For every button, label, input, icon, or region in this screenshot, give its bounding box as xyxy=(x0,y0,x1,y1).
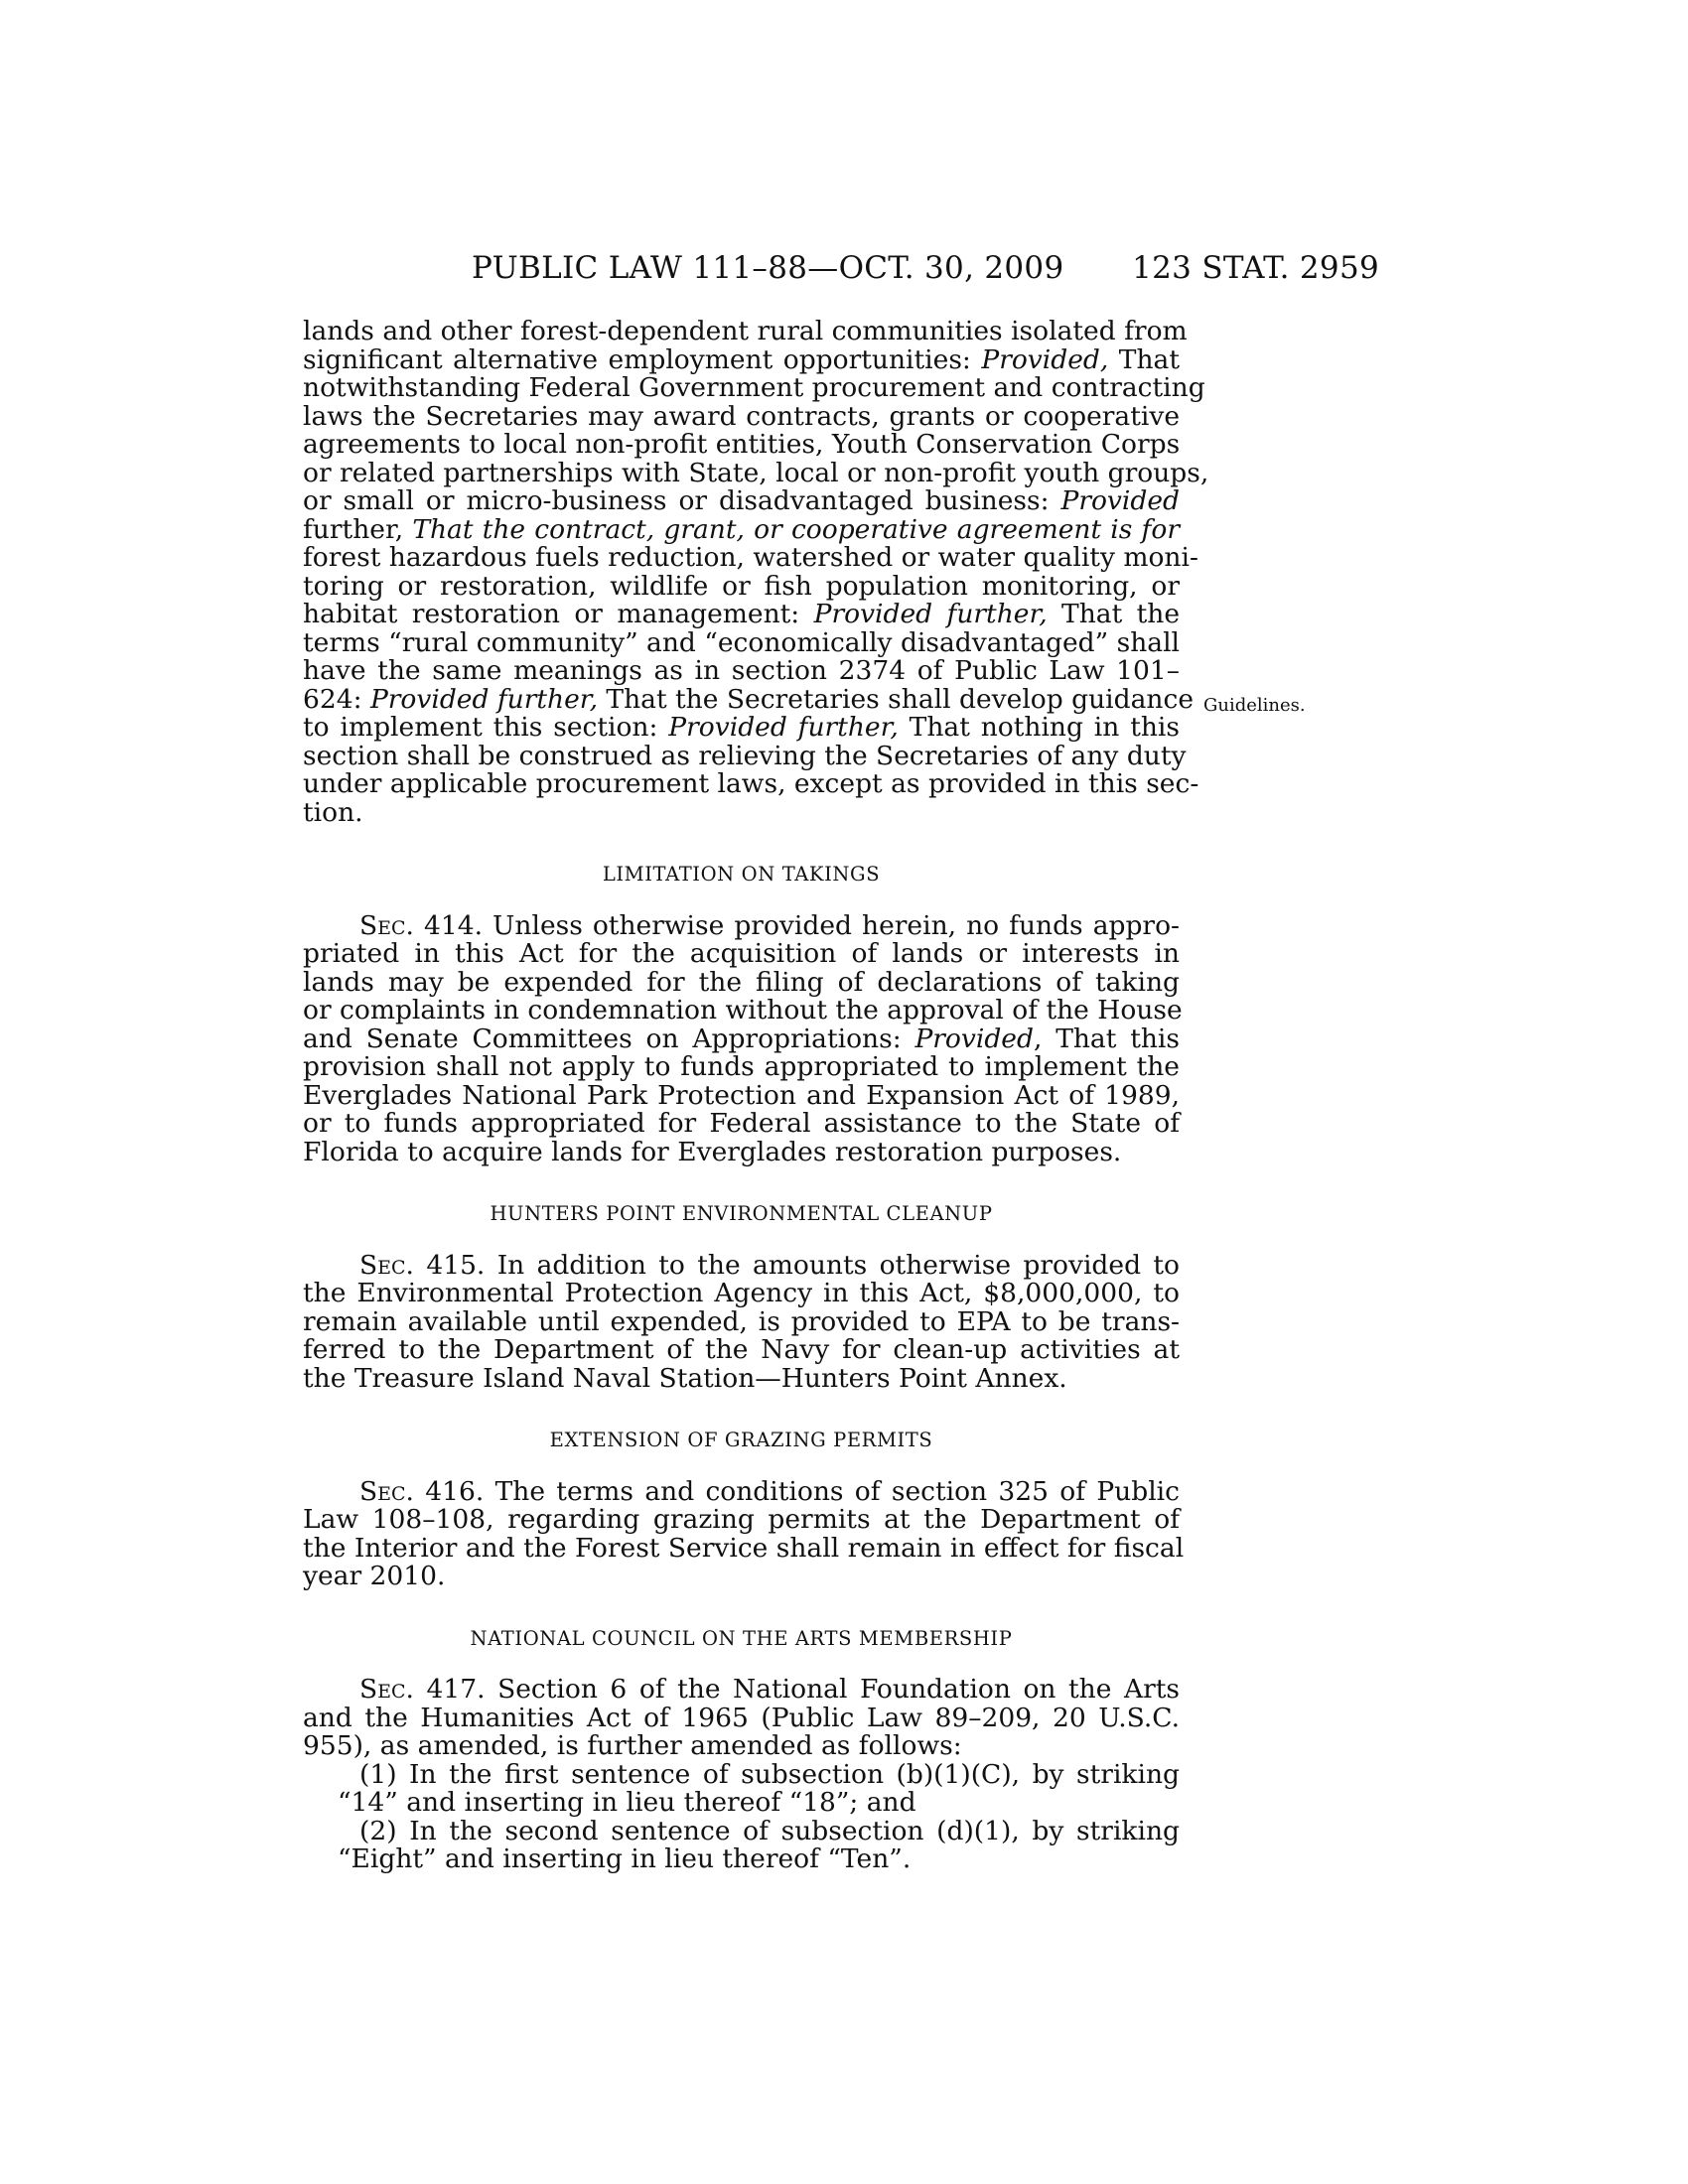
text-line: terms “rural community” and “economically disadvantaged” shall xyxy=(303,626,1181,658)
law-citation: PUBLIC LAW 111–88—OCT. 30, 2009 xyxy=(472,250,1064,286)
text-line: tion. xyxy=(303,796,363,828)
text-line: priated in this Act for the acquisition of lands or interests in xyxy=(303,938,1180,969)
text-line: Sec. 415. In addition to the amounts otherwise provided to xyxy=(359,1249,1180,1281)
text-line: significant alternative employment opportunities: Provided, That xyxy=(303,343,1180,375)
text-line: 955), as amended, is further amended as follows: xyxy=(303,1730,962,1761)
text-line: forest hazardous fuels reduction, watershed or water quality moni- xyxy=(303,542,1198,573)
text-line: to implement this section: Provided further, That nothing in this xyxy=(303,712,1181,743)
text-line: and Senate Committees on Appropriations: Provided, That this xyxy=(303,1023,1180,1054)
spacer xyxy=(303,889,1180,912)
text-line: remain available until expended, is provided to EPA to be trans- xyxy=(303,1305,1180,1337)
text-line: year 2010. xyxy=(303,1561,446,1591)
text-line: or to funds appropriated for Federal assistance to the State of xyxy=(303,1108,1180,1139)
text-line: or related partnerships with State, local or non-profit youth groups, xyxy=(303,457,1209,488)
spacer xyxy=(303,1393,1180,1427)
spacer xyxy=(303,1591,1180,1625)
text-line: provision shall not apply to funds appropriated to implement the xyxy=(303,1051,1180,1082)
text-line: Sec. 414. Unless otherwise provided herein, no funds appro- xyxy=(359,909,1180,941)
section-417-paragraph xyxy=(303,1676,1180,1874)
text-line: agreements to local non-profit entities, Youth Conservation Corps xyxy=(303,429,1181,460)
text-line: Law 108–108, regarding grazing permits at the Department of xyxy=(303,1504,1180,1535)
text-line: the Environmental Protection Agency in this Act, $8,000,000, to xyxy=(303,1278,1180,1308)
text-line: or complaints in condemnation without the approval of the House xyxy=(303,995,1183,1025)
spacer xyxy=(303,1229,1180,1252)
text-line: “Eight” and inserting in lieu thereof “Ten”. xyxy=(338,1843,912,1874)
text-line: section shall be construed as relieving the Secretaries of any duty xyxy=(303,740,1187,771)
text-line: and the Humanities Act of 1965 (Public Law 89–209, 20 U.S.C. xyxy=(303,1702,1180,1733)
text-line: Sec. 416. The terms and conditions of section 325 of Public xyxy=(359,1475,1180,1507)
text-line: further, That the contract, grant, or cooperative agreement is for xyxy=(303,513,1180,545)
text-line: “14” and inserting in lieu thereof “18”; and xyxy=(338,1787,916,1818)
text-line: lands and other forest-dependent rural communities isolated from xyxy=(303,316,1188,346)
list-item-1: (1) In the first sentence of subsection (b)(1)(C), by striking xyxy=(359,1758,1180,1790)
text-line: ferred to the Department of the Navy for clean-up activities at xyxy=(303,1334,1180,1365)
text-line: notwithstanding Federal Government procurement and contracting xyxy=(303,372,1205,403)
section-heading: LIMITATION ON TAKINGS xyxy=(602,863,881,886)
page-header xyxy=(472,250,1379,290)
text-line: 624: Provided further, That the Secretaries shall develop guidance xyxy=(303,683,1195,715)
text-line: toring or restoration, wildlife or fish population monitoring, or xyxy=(303,570,1180,602)
continuation-paragraph xyxy=(303,316,1209,828)
text-line: the Treasure Island Naval Station—Hunters Point Annex. xyxy=(303,1362,1067,1394)
list-item-2: (2) In the second sentence of subsection (d)(1), by striking xyxy=(359,1815,1180,1846)
text-line: habitat restoration or management: Provided further, That the xyxy=(303,599,1180,629)
marginal-note-guidelines: Guidelines. xyxy=(1203,695,1306,716)
section-414-paragraph xyxy=(303,909,1183,1167)
section-heading: NATIONAL COUNCIL ON THE ARTS MEMBERSHIP xyxy=(470,1626,1013,1650)
section-415-paragraph xyxy=(303,1249,1180,1394)
text-line: Florida to acquire lands for Everglades restoration purposes. xyxy=(303,1136,1122,1167)
text-line: have the same meanings as in section 2374 of Public Law 101– xyxy=(303,655,1180,686)
text-line: Everglades National Park Protection and Expansion Act of 1989, xyxy=(303,1079,1180,1111)
section-heading: EXTENSION OF GRAZING PERMITS xyxy=(549,1429,933,1451)
text-line: or small or micro-business or disadvantaged business: Provided xyxy=(303,485,1180,516)
spacer xyxy=(303,827,1180,861)
text-line: Sec. 417. Section 6 of the National Foundation on the Arts xyxy=(359,1674,1180,1705)
spacer xyxy=(303,1455,1180,1478)
section-416-paragraph xyxy=(303,1475,1185,1591)
text-line: lands may be expended for the filing of declarations of taking xyxy=(303,966,1180,998)
text-line: the Interior and the Forest Service shall remain in effect for fiscal xyxy=(303,1532,1185,1564)
document-body xyxy=(303,316,1209,1874)
stat-citation: 123 STAT. 2959 xyxy=(1132,250,1379,286)
spacer xyxy=(303,1653,1180,1676)
spacer xyxy=(303,1166,1180,1200)
text-line: under applicable procurement laws, except as provided in this sec- xyxy=(303,768,1199,799)
text-line: laws the Secretaries may award contracts, grants or cooperative xyxy=(303,400,1180,432)
section-heading: HUNTERS POINT ENVIRONMENTAL CLEANUP xyxy=(490,1202,993,1225)
